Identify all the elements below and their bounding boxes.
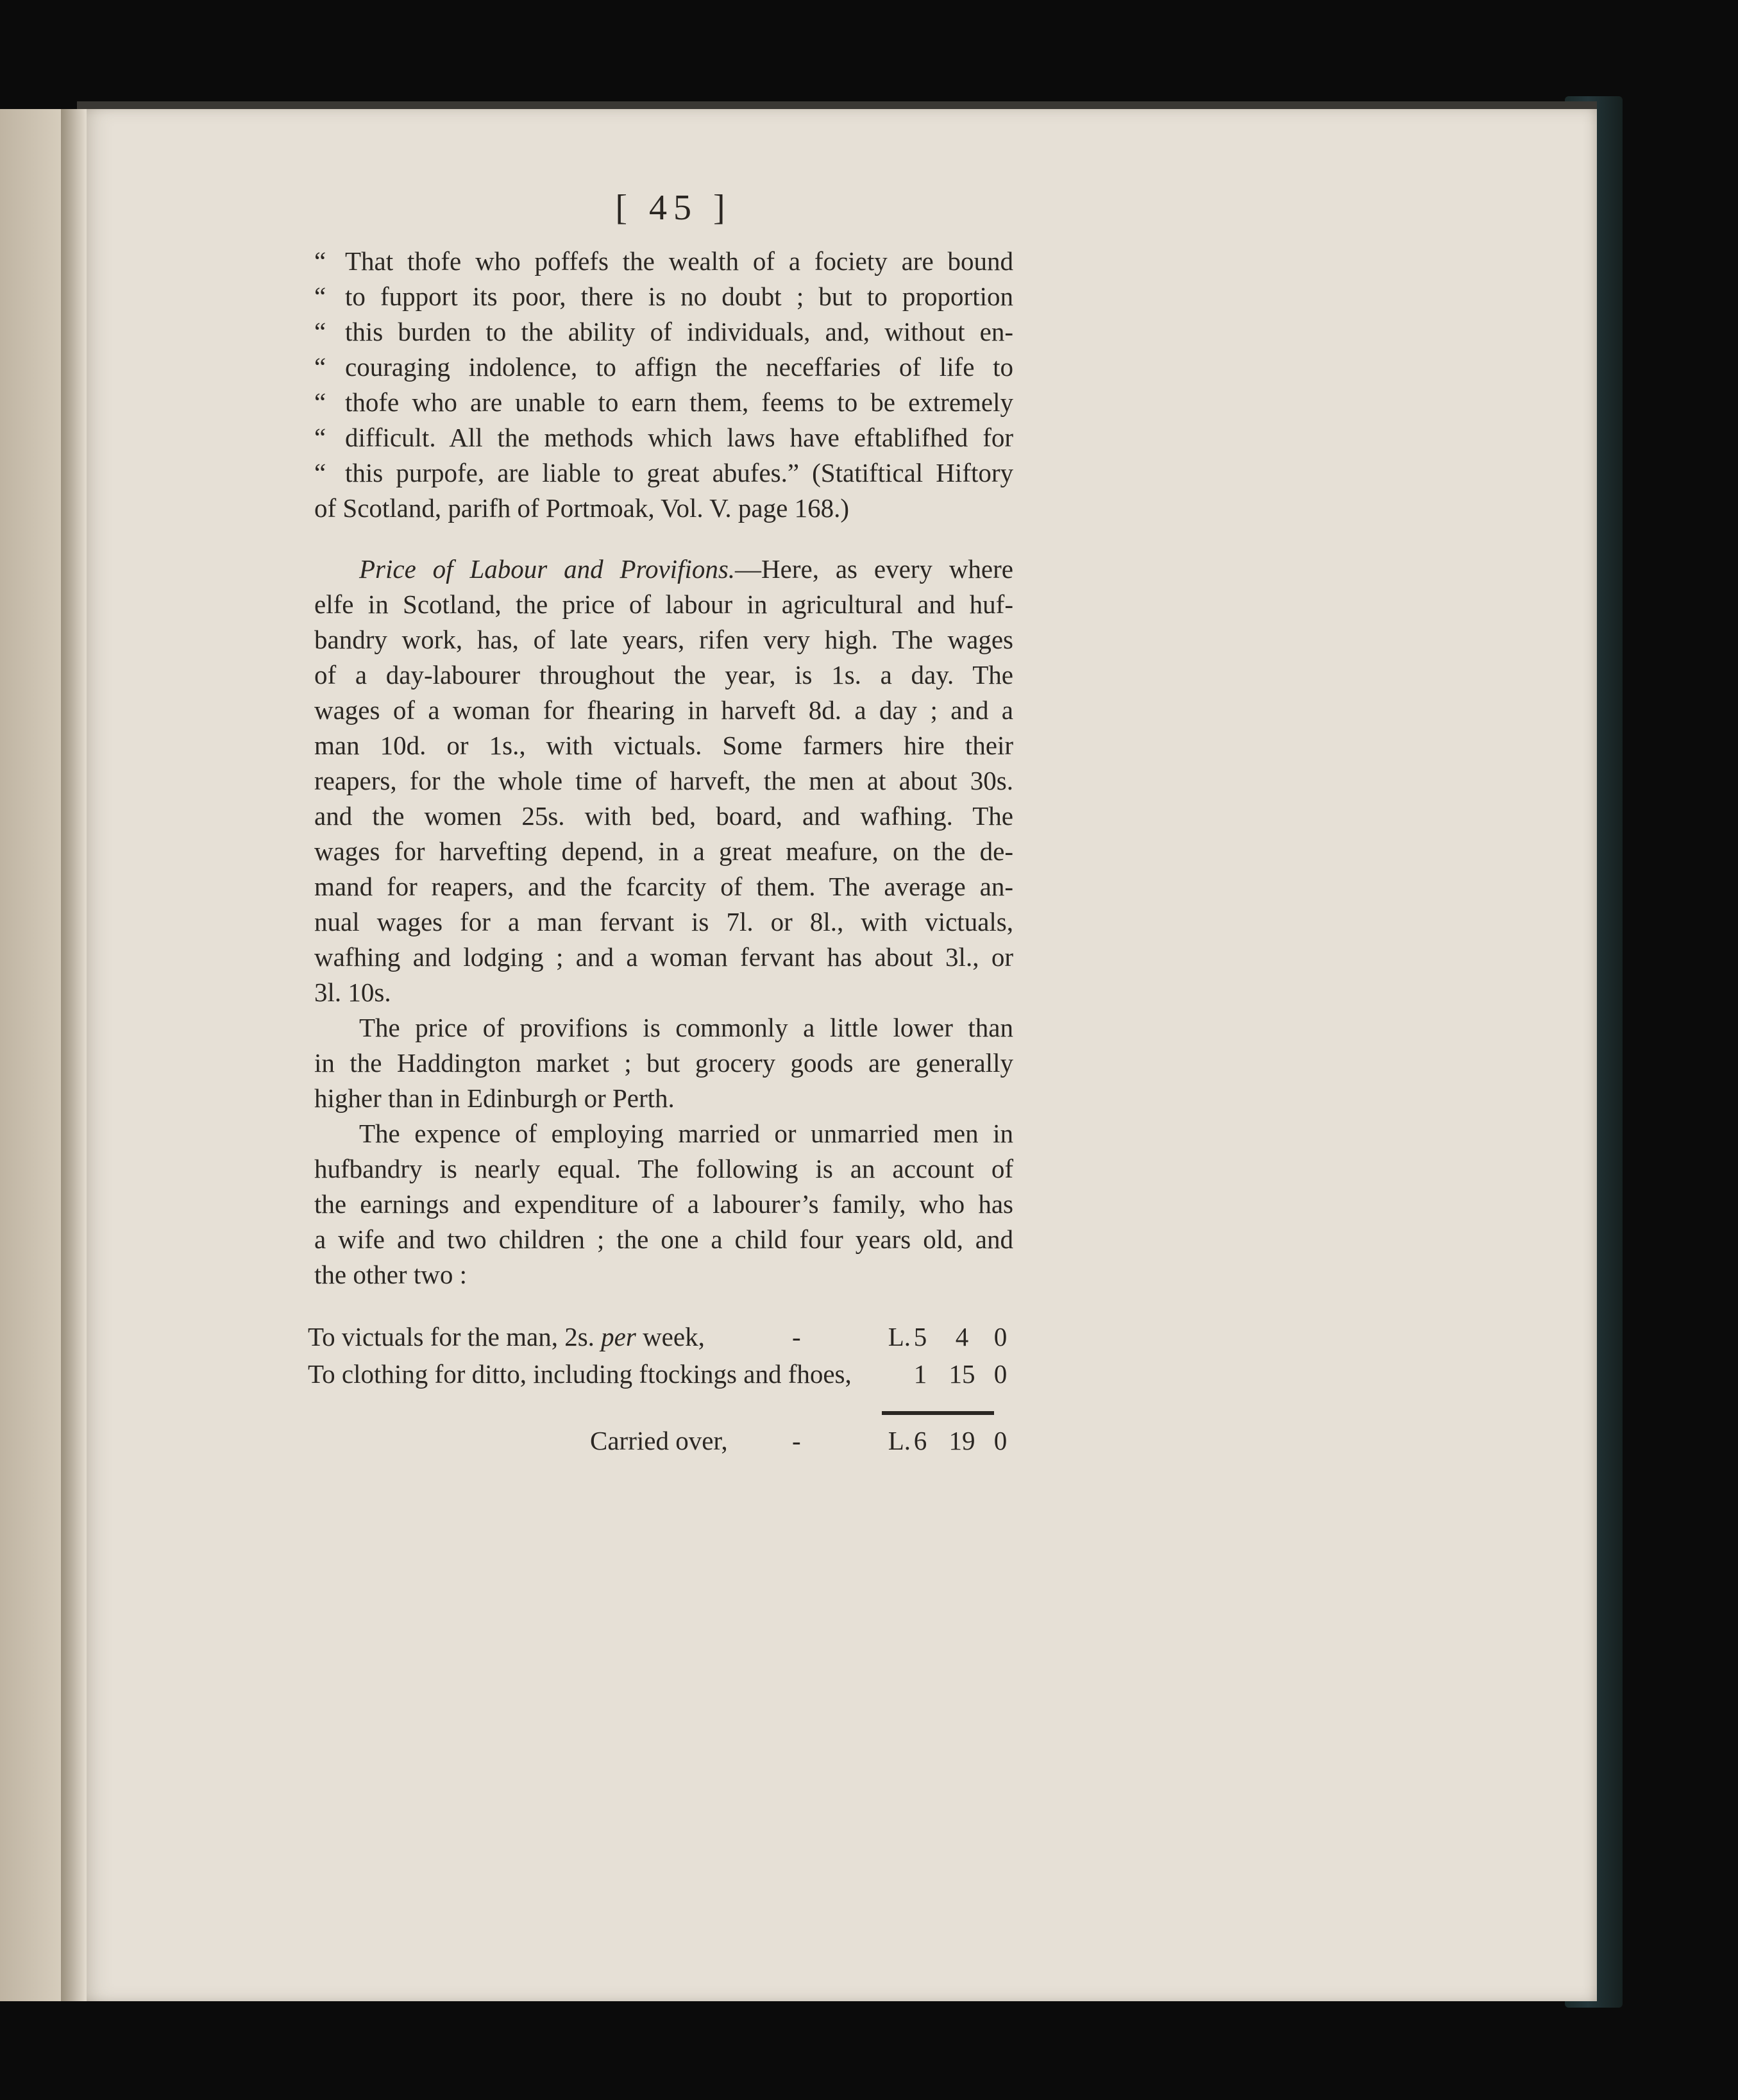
paragraph-line: wafhing and lodging ; and a woman fervant has about 3l., or	[314, 942, 1013, 972]
section-first-line: Price of Labour and Provifions.—Here, as every where	[359, 554, 1013, 584]
total-pence: 0	[993, 1426, 1008, 1455]
paragraph-line: The expence of employing married or unmarried men in	[359, 1119, 1013, 1148]
paragraph-line: hufbandry is nearly equal. The following is an account of	[314, 1154, 1013, 1183]
currency-symbol: L.	[888, 1322, 911, 1351]
labour-paragraph	[314, 552, 1013, 1010]
amount-pence: 0	[993, 1322, 1008, 1351]
quote-mark: “	[314, 387, 326, 417]
paragraph-line: wages for harvefting depend, in a great meafure, on the de-	[314, 836, 1013, 866]
quote-mark: “	[314, 282, 326, 311]
paragraph-line: a wife and two children ; the one a child four years old, and	[314, 1224, 1013, 1254]
paragraph-line: higher than in Edinburgh or Perth.	[314, 1083, 675, 1113]
paragraph-line: the earnings and expenditure of a labourer’s family, who has	[314, 1189, 1013, 1219]
quote-mark: “	[314, 423, 326, 452]
quote-line: “ this purpofe, are liable to great abufes.” (Statiftical Hiftory	[314, 455, 1013, 491]
body-text	[314, 244, 1013, 1292]
paragraph-line: in the Haddington market ; but grocery goods are generally	[314, 1048, 1013, 1078]
paragraph-line: of a day-labourer throughout the year, is 1s. a day. The	[314, 660, 1013, 690]
paragraph-line: reapers, for the whole time of harveft, the men at about 30s.	[314, 766, 1013, 795]
sum-rule	[882, 1411, 994, 1415]
provisions-paragraph	[314, 1010, 1013, 1116]
account-row	[308, 1355, 1020, 1393]
paragraph-line: nual wages for a man fervant is 7l. or 8l., with victuals,	[314, 907, 1013, 936]
amount-shillings: 4	[955, 1322, 969, 1351]
quote-line: “ couraging indolence, to affign the neceffaries of life to	[314, 350, 1013, 385]
paragraph-line: mand for reapers, and the fcarcity of them. The average an-	[314, 872, 1013, 901]
quote-line: “ this burden to the ability of individuals, and, without en-	[314, 314, 1013, 350]
account-dash: -	[792, 1322, 801, 1351]
paragraph-line: bandry work, has, of late years, rifen very high. The wages	[314, 625, 1013, 654]
paragraph-line: wages of a woman for fhearing in harveft 8d. a day ; and a	[314, 695, 1013, 725]
paragraph-line: and the women 25s. with bed, board, and wafhing. The	[314, 801, 1013, 831]
amount-shillings: 15	[949, 1359, 975, 1389]
account-row	[308, 1318, 1020, 1355]
quote-line: “ difficult. All the methods which laws have eftablifhed for	[314, 420, 1013, 455]
expence-paragraph	[314, 1116, 1013, 1292]
quote-line: “ thofe who are unable to earn them, feems to be extremely	[314, 385, 1013, 420]
carried-over-row	[308, 1425, 1020, 1462]
quote-line: “ That thofe who poffefs the wealth of a fociety are bound	[314, 244, 1013, 279]
account-description: To victuals for the man, 2s. per week,	[308, 1322, 705, 1351]
amount-pounds: 1	[913, 1359, 927, 1389]
total-pounds: 6	[913, 1426, 927, 1455]
total-shillings: 19	[949, 1426, 975, 1455]
paragraph-line: elfe in Scotland, the price of labour in agricultural and huf-	[314, 589, 1013, 619]
paragraph-line: The price of provifions is commonly a little lower than	[359, 1013, 1013, 1042]
section-heading: Price of Labour and Provifions.	[359, 554, 736, 584]
quote-mark: “	[314, 246, 326, 276]
quote-citation: of Scotland, parifh of Portmoak, Vol. V. page 168.)	[314, 493, 849, 523]
account-table	[308, 1318, 1020, 1393]
quoted-passage	[314, 244, 1013, 526]
carried-over-label: Carried over,	[590, 1426, 728, 1455]
page-gutter	[61, 109, 87, 2001]
quote-line: “ to fupport its poor, there is no doubt ; but to proportion	[314, 279, 1013, 314]
paragraph-line: 3l. 10s.	[314, 978, 391, 1007]
quote-mark: “	[314, 458, 326, 487]
amount-pence: 0	[993, 1359, 1008, 1389]
account-dash: -	[792, 1426, 801, 1455]
quote-mark: “	[314, 317, 326, 346]
quote-mark: “	[314, 352, 326, 382]
account-description: To clothing for ditto, including ftockings and fhoes,	[308, 1359, 852, 1389]
amount-pounds: 5	[913, 1322, 927, 1351]
page-number: [ 45 ]	[615, 188, 732, 228]
paragraph-line: the other two :	[314, 1260, 467, 1289]
currency-symbol: L.	[888, 1426, 911, 1455]
paragraph-line: man 10d. or 1s., with victuals. Some farmers hire their	[314, 731, 1013, 760]
